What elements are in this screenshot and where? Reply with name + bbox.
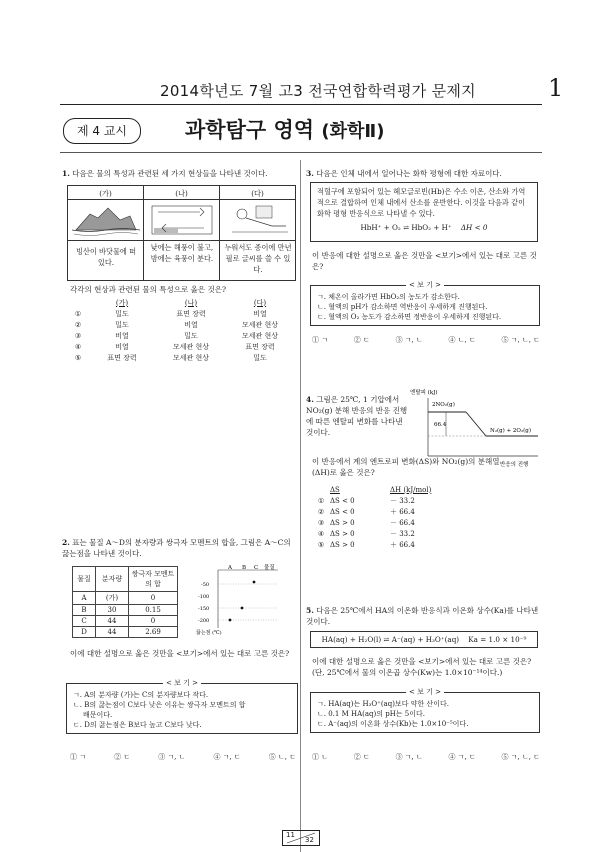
q1-ask: 각각의 현상과 관련된 물의 특성으로 옳은 것은? [70, 285, 226, 294]
q2-row-b [73, 605, 178, 616]
q3-answer-1[interactable]: ① ㄱ [312, 336, 328, 344]
q4-top-label: 2NO₂(g) [432, 402, 455, 408]
q2-ask: 이에 대한 설명으로 옳은 것만을 <보기>에서 있는 대로 고른 것은? [70, 649, 290, 658]
q1-option-3[interactable] [68, 330, 294, 341]
q3-equation: HbH⁺ + O₂ ⇌ HbO₂ + H⁺ [360, 223, 452, 232]
q2-row-d [73, 627, 178, 638]
q2-cell: 2.69 [129, 627, 178, 638]
opt-ds: ΔS > 0 [330, 518, 355, 527]
opt-ds: ΔS > 0 [330, 540, 355, 549]
q5-answers [312, 752, 540, 762]
q2-cell: 44 [96, 627, 129, 638]
q4-number: 4. [306, 395, 314, 404]
q5-answer-2[interactable]: ② ㄷ [353, 753, 370, 761]
q1-figure-box [67, 185, 296, 281]
graph-tick: -50 [201, 582, 210, 588]
q1-opt-header-ga: (가) [115, 298, 129, 307]
q4-options-table [312, 484, 470, 550]
opt-b: 모세관 현상 [172, 353, 210, 362]
q2-header-mass: 분자량 [96, 567, 129, 592]
opt-dh: － 33.2 [390, 496, 415, 505]
q4-stem-text: 그림은 25℃, 1 기압에서 NO₂(g) 분해 반응의 반응 진행에 따른 엔탈피 변화를 나타낸 것이다. [306, 395, 408, 437]
q1-caption-da: 누워서도 종이에 만년필로 글씨를 쓸 수 있다. [224, 243, 292, 274]
q5-bogi [310, 688, 540, 733]
q4-col-dh: ΔH (kJ/mol) [390, 485, 432, 494]
q5-answer-5[interactable]: ⑤ ㄱ, ㄴ, ㄷ [501, 753, 540, 761]
opt-dh: － 66.4 [390, 518, 415, 527]
opt-ds: ΔS > 0 [330, 529, 355, 538]
q4-bottom-label: N₂(g) + 2O₂(g) [490, 428, 531, 434]
iceberg-image [72, 202, 140, 238]
q4-gap: 66.4 [434, 422, 447, 428]
q3-answer-4[interactable]: ④ ㄴ, ㄷ [448, 336, 476, 344]
q2-bogi-3: ㄷ. D의 끓는점은 B보다 높고 C보다 낮다. [73, 721, 202, 729]
q2-bogi [66, 679, 298, 734]
column-divider [300, 160, 301, 852]
q2-answer-3[interactable]: ③ ㄱ, ㄴ [158, 753, 186, 761]
q3-passage: 적혈구에 포함되어 있는 헤모글로빈(Hb)은 수소 이온, 산소와 가역적으로 결합하여 인체 내에서 산소를 운반한다. 이것을 다음과 같이 화학 평형 반응식으로 나타낼 수 있다. [317, 187, 526, 218]
q5-ka: Ka = 1.0 × 10⁻⁹ [468, 635, 527, 644]
opt-a: 비열 [115, 331, 129, 340]
opt-a: 밀도 [115, 320, 129, 329]
q2-bogi-title: < 보 기 > [163, 678, 201, 689]
q5-number: 5. [306, 606, 314, 615]
opt-number: ① [74, 309, 82, 318]
subject-main: 과학탐구 영역 [185, 118, 315, 142]
opt-number: ② [317, 507, 325, 516]
sea-breeze-image [148, 202, 216, 238]
opt-number: ③ [317, 518, 325, 527]
graph-cat-c: C [254, 565, 259, 571]
graph-cat-label: 물질 [264, 565, 275, 571]
q1-options-table [68, 297, 294, 363]
q2-cell: C [73, 616, 96, 627]
opt-a: 밀도 [115, 309, 129, 318]
q2-row-c [73, 616, 178, 627]
q1-caption-na: 낮에는 해풍이 불고, 밤에는 육풍이 분다. [150, 243, 214, 263]
opt-c: 표면 장력 [245, 342, 275, 351]
q4-col-ds: ΔS [330, 485, 340, 494]
q5-equation: HA(aq) + H₂O(l) ⇌ A⁻(aq) + H₃O⁺(aq) [321, 635, 460, 644]
q5-bogi-1: ㄱ. HA(aq)는 H₃O⁺(aq)보다 약한 산이다. [317, 700, 449, 708]
q3-answers [312, 335, 540, 345]
q2-cell: 0 [129, 616, 178, 627]
opt-b: 모세관 현상 [172, 342, 210, 351]
subject-sub: (화학Ⅱ) [321, 121, 385, 142]
opt-number: ⑤ [74, 353, 82, 362]
q5-answer-1[interactable]: ① ㄴ [312, 753, 328, 761]
q2-bogi-2: ㄴ. B의 끓는점이 C보다 낮은 이유는 쌍극자 모멘트의 합 [73, 701, 246, 709]
q1-option-2[interactable] [68, 319, 294, 330]
header-rule [60, 104, 542, 105]
graph-point-a [229, 619, 232, 622]
q2-table [72, 566, 178, 638]
q5-answer-4[interactable]: ④ ㄱ, ㄷ [448, 753, 476, 761]
opt-c: 비열 [253, 309, 267, 318]
page-total: 32 [305, 836, 314, 844]
q2-answers [70, 752, 296, 762]
q2-cell: (가) [96, 592, 129, 605]
q1-option-4[interactable] [68, 341, 294, 352]
q3-equation-line [317, 222, 531, 233]
q3-bogi-3: ㄷ. 혈액의 O₂ 농도가 감소하면 정반응이 우세하게 진행된다. [317, 313, 502, 321]
q3-answer-2[interactable]: ② ㄷ [353, 336, 370, 344]
opt-b: 비열 [184, 320, 198, 329]
opt-ds: ΔS < 0 [330, 507, 355, 516]
q1-number: 1. [62, 169, 70, 178]
q2-boiling-graph [196, 564, 286, 644]
q1-col-na: (나) [175, 189, 188, 198]
opt-b: 밀도 [184, 331, 198, 340]
q3-answer-5[interactable]: ⑤ ㄱ, ㄴ, ㄷ [501, 336, 540, 344]
q2-stem-text: 표는 물질 A～D의 분자량과 쌍극자 모멘트의 합을, 그림은 A～C의 끓는점을 나타낸 것이다. [62, 538, 291, 558]
q1-stem [62, 168, 294, 179]
q1-col-da: (다) [251, 189, 264, 198]
q2-cell: A [73, 592, 96, 605]
writing-person-image [224, 202, 292, 238]
q1-opt-header-da: (다) [253, 298, 267, 307]
q4-option-5[interactable] [312, 539, 470, 550]
q1-option-1[interactable] [68, 308, 294, 319]
q4-option-1[interactable] [312, 495, 470, 506]
opt-ds: ΔS < 0 [330, 496, 355, 505]
q5-bogi-3: ㄷ. A⁻(aq)의 이온화 상수(Kb)는 1.0×10⁻⁵이다. [317, 720, 469, 728]
q3-bogi-1: ㄱ. 체온이 올라가면 HbO₂의 농도가 감소한다. [317, 293, 460, 301]
q5-answer-3[interactable]: ③ ㄱ, ㄴ [395, 753, 423, 761]
q4-option-3[interactable] [312, 517, 470, 528]
q3-stem-text: 다음은 인체 내에서 일어나는 화학 평형에 대한 자료이다. [316, 169, 502, 178]
q2-answer-2[interactable]: ② ㄷ [114, 753, 131, 761]
opt-number: ② [74, 320, 82, 329]
q2-header-dipole: 쌍극자 모멘트의 합 [129, 567, 178, 592]
page-current: 11 [286, 831, 295, 839]
q1-opt-header-na: (나) [184, 298, 198, 307]
q2-answer-4[interactable]: ④ ㄱ, ㄷ [213, 753, 241, 761]
graph-tick: -100 [198, 594, 210, 600]
q1-caption-ga: 빙산이 바닷물에 떠 있다. [75, 247, 137, 267]
q3-ask: 이 반응에 대한 설명으로 옳은 것만을 <보기>에서 있는 대로 고른 것은? [312, 251, 537, 271]
opt-a: 표면 장력 [107, 353, 137, 362]
q3-bogi [310, 281, 540, 326]
q1-option-5[interactable] [68, 352, 294, 363]
q2-header-substance: 물질 [73, 567, 96, 592]
q4-ask: 이 반응에서 계의 엔트로피 변화(ΔS)와 NO₂(g)의 분해열(ΔH)로 옳은 것은? [312, 457, 500, 477]
q5-bogi-2: ㄴ. 0.1 M HA(aq)의 pH는 5이다. [317, 710, 426, 718]
graph-tick: -150 [198, 606, 210, 612]
opt-number: ① [317, 496, 325, 505]
opt-number: ④ [74, 342, 82, 351]
q2-answer-1[interactable]: ① ㄱ [70, 753, 86, 761]
graph-ylabel: 끓는점 (℃) [196, 630, 222, 636]
graph-cat-b: B [242, 565, 247, 571]
opt-number: ③ [74, 331, 82, 340]
page-number: 1 [548, 74, 564, 102]
period-badge: 제 4 교시 [63, 118, 141, 144]
opt-c: 밀도 [253, 353, 267, 362]
q5-ask: 이에 대한 설명으로 옳은 것만을 <보기>에서 있는 대로 고른 것은? (단, 25℃에서 물의 이온곱 상수(Kw)는 1.0×10⁻¹⁴이다.) [312, 657, 532, 677]
opt-dh: ＋ 66.4 [390, 540, 415, 549]
q4-ylabel: 엔탈피 (kJ) [410, 390, 438, 396]
subject-rule [60, 152, 542, 153]
q4-stem [306, 394, 410, 438]
q3-answer-3[interactable]: ③ ㄱ, ㄴ [395, 336, 423, 344]
opt-number: ④ [317, 529, 325, 538]
q2-cell: 0 [129, 592, 178, 605]
q2-cell: 0.15 [129, 605, 178, 616]
q2-stem [62, 537, 296, 559]
q2-bogi-1: ㄱ. A의 분자량 (가)는 C의 분자량보다 작다. [73, 691, 209, 699]
subject-title [185, 114, 384, 144]
q3-bogi-2: ㄴ. 혈액의 pH가 감소하면 역반응이 우세하게 진행된다. [317, 303, 488, 311]
q5-stem [306, 605, 540, 627]
opt-b: 표면 장력 [176, 309, 206, 318]
q2-cell: 44 [96, 616, 129, 627]
q1-stem-text: 다음은 물의 특성과 관련된 세 가지 현상들을 나타낸 것이다. [72, 169, 268, 178]
graph-tick: -200 [198, 618, 210, 624]
q2-number: 2. [62, 538, 70, 547]
graph-point-c [253, 581, 256, 584]
page-counter [282, 830, 320, 846]
q4-option-4[interactable] [312, 528, 470, 539]
graph-point-b [241, 607, 244, 610]
q3-passage-box [310, 182, 538, 242]
opt-number: ⑤ [317, 540, 325, 549]
q5-equation-box [310, 631, 538, 648]
q2-cell: B [73, 605, 96, 616]
opt-c: 모세관 현상 [241, 320, 279, 329]
q3-dh: ΔH < 0 [460, 223, 488, 232]
opt-a: 비열 [115, 342, 129, 351]
q3-number: 3. [306, 169, 314, 178]
q1-col-ga: (가) [99, 189, 112, 198]
graph-cat-a: A [228, 565, 232, 571]
opt-dh: － 33.2 [390, 529, 415, 538]
q2-cell: 30 [96, 605, 129, 616]
opt-c: 모세관 현상 [241, 331, 279, 340]
q5-stem-text: 다음은 25℃에서 HA의 이온화 반응식과 이온화 상수(Ka)를 나타낸 것이다. [306, 606, 539, 626]
q2-cell: D [73, 627, 96, 638]
q2-answer-5[interactable]: ⑤ ㄴ, ㄷ [268, 753, 296, 761]
q2-bogi-2b: 배문이다. [83, 711, 113, 719]
opt-dh: ＋ 66.4 [390, 507, 415, 516]
q2-row-a [73, 592, 178, 605]
q4-xlabel: 반응의 진행 [500, 462, 529, 468]
exam-title: 2014학년도 7월 고3 전국연합학력평가 문제지 [160, 82, 476, 100]
q3-bogi-title: < 보 기 > [406, 280, 444, 291]
q4-option-2[interactable] [312, 506, 470, 517]
q5-bogi-title: < 보 기 > [406, 687, 444, 698]
q3-stem [306, 168, 540, 179]
